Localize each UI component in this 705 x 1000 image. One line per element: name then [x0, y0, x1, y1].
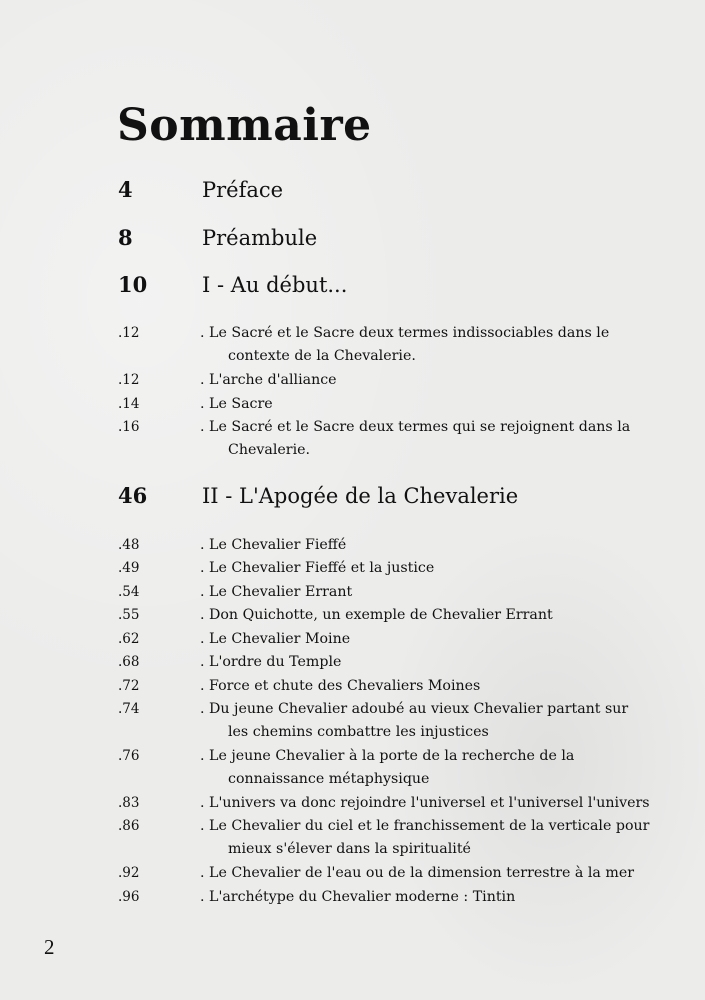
toc-entry-title: . Force et chute des Chevaliers Moines	[200, 678, 481, 694]
toc-entry-continuation: mieux s'élever dans la spiritualité	[228, 841, 471, 858]
toc-entry-title: . Le Sacre	[200, 396, 273, 412]
toc-entry-continuation: les chemins combattre les injustices	[228, 724, 489, 741]
toc-entry-title: . Le Sacré et le Sacre deux termes qui se rejoignent dans la	[200, 419, 631, 435]
toc-entry-title: . L'archétype du Chevalier moderne : Tintin	[200, 889, 516, 905]
toc-page-number: 4	[118, 177, 133, 202]
toc-entry-continuation: contexte de la Chevalerie.	[228, 348, 416, 365]
toc-entry-title: I - Au début...	[202, 273, 348, 297]
toc-entry-continuation: Chevalerie.	[228, 442, 311, 459]
toc-entry-title: . Le Chevalier du ciel et le franchissement de la verticale pour	[200, 818, 650, 834]
toc-page-number: .55	[118, 607, 140, 623]
toc-page-number: .48	[118, 537, 140, 553]
toc-page-number: .49	[118, 560, 140, 576]
toc-entry-title: . L'univers va donc rejoindre l'universel et l'universel l'univers	[200, 795, 650, 811]
toc-entry-title: . Le Sacré et le Sacre deux termes indissociables dans le	[200, 325, 610, 341]
toc-major-entry	[118, 175, 638, 205]
toc-page-number: .14	[118, 396, 140, 412]
toc-entry-title: . Le Chevalier Moine	[200, 631, 351, 647]
toc-entry-title: . Du jeune Chevalier adoubé au vieux Chevalier partant sur	[200, 701, 629, 717]
toc-entry-title: . L'arche d'alliance	[200, 372, 337, 388]
toc-page-number: .12	[118, 325, 140, 341]
toc-entry-text	[200, 698, 650, 745]
toc-page-number: .74	[118, 701, 140, 717]
toc-entry-text	[200, 745, 650, 792]
toc-entry-title: . Le Chevalier de l'eau ou de la dimension terrestre à la mer	[200, 865, 635, 881]
page-number: 2	[44, 935, 55, 959]
toc-entry-continuation: connaissance métaphysique	[228, 771, 430, 788]
toc-major-entry	[118, 481, 638, 511]
toc-page-number: .86	[118, 818, 140, 834]
toc-page-number: .96	[118, 889, 140, 905]
toc-entry-title: . Le Chevalier Fieffé et la justice	[200, 560, 435, 576]
toc-entry-title: Préface	[202, 178, 284, 202]
toc-entry-text	[200, 416, 650, 463]
toc-entry-title: . Don Quichotte, un exemple de Chevalier Errant	[200, 607, 553, 623]
toc-page-number: .92	[118, 865, 140, 881]
toc-page-number: .62	[118, 631, 140, 647]
toc-page-number: 10	[118, 272, 148, 297]
toc-entry-title: . L'ordre du Temple	[200, 654, 342, 670]
toc-major-entry	[118, 223, 638, 253]
toc-page-number: .83	[118, 795, 140, 811]
page-title: Sommaire	[117, 100, 372, 151]
toc-entry-title: II - L'Apogée de la Chevalerie	[202, 484, 519, 508]
toc-page-number: .54	[118, 584, 140, 600]
toc-entry-title: . Le jeune Chevalier à la porte de la recherche de la	[200, 748, 575, 764]
toc-entry-title: Préambule	[202, 226, 318, 250]
toc-page-number: 8	[118, 225, 133, 250]
toc-entry-title: . Le Chevalier Fieffé	[200, 537, 347, 553]
toc-page-number: .12	[118, 372, 140, 388]
toc-page-number: .76	[118, 748, 140, 764]
toc-entry-text	[200, 322, 650, 369]
toc-entry-text	[200, 815, 650, 862]
toc-entry-title: . Le Chevalier Errant	[200, 584, 353, 600]
toc-major-entry	[118, 270, 638, 300]
toc-page-number: .68	[118, 654, 140, 670]
toc-page-number: 46	[118, 483, 148, 508]
toc-page-number: .72	[118, 678, 140, 694]
toc-page-number: .16	[118, 419, 140, 435]
